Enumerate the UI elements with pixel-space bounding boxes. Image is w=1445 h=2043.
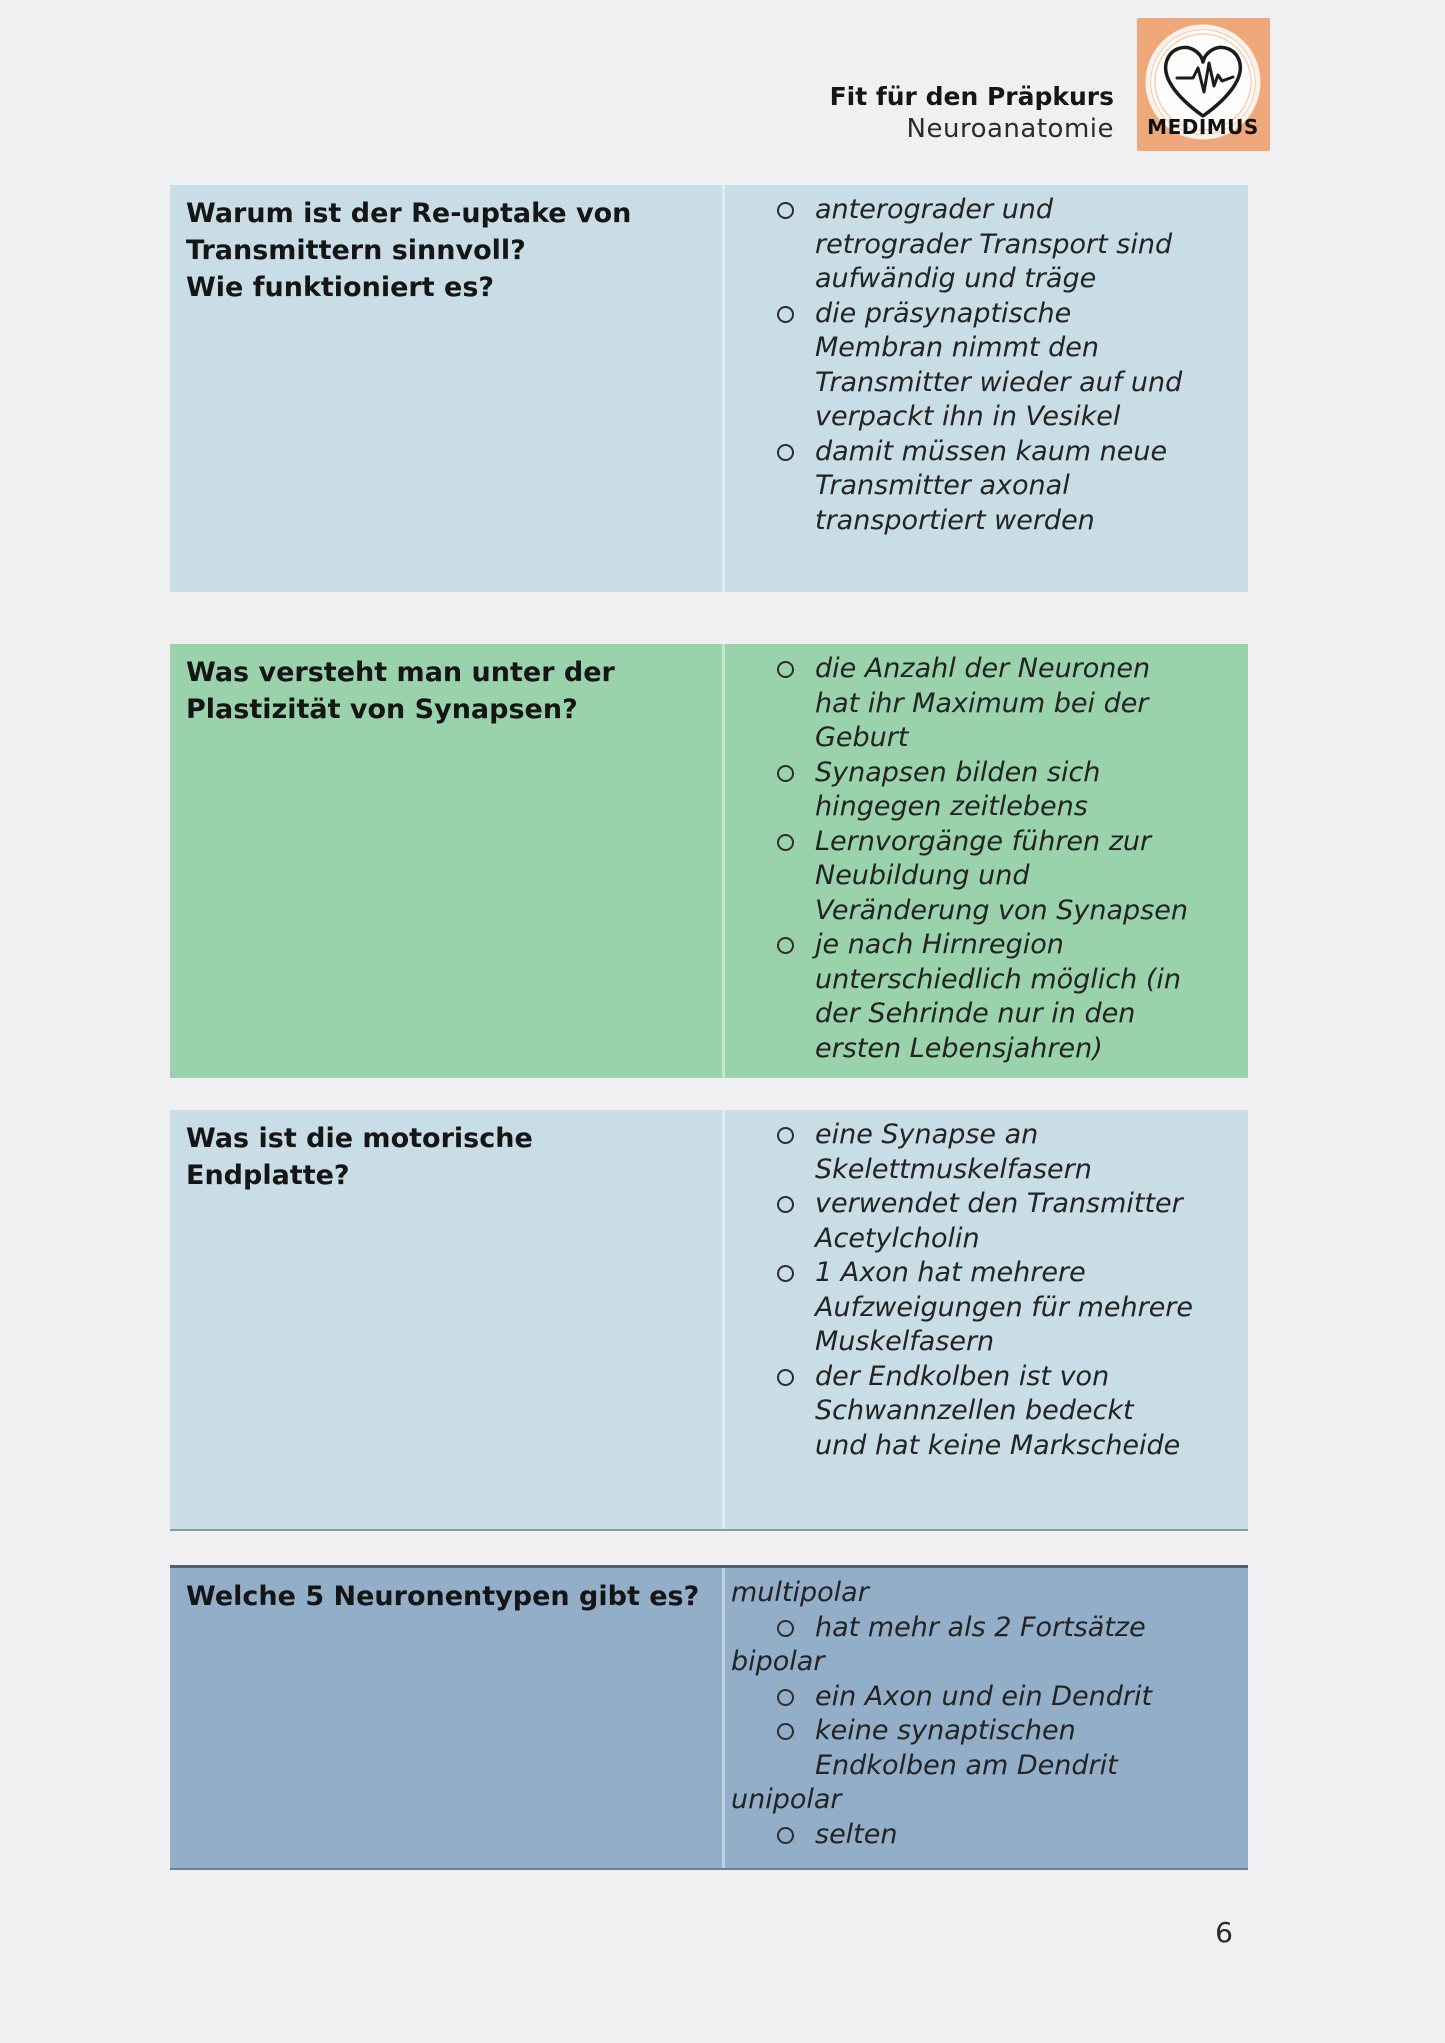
answer-text: die präsynaptische Membran nimmt den Transmitter wieder auf und verpackt ihn in Vesikel: [815, 297, 1183, 432]
answer-item: [725, 652, 1240, 756]
header-text-block: [830, 80, 1114, 146]
answer-group-label: unipolar: [731, 1784, 842, 1815]
answer-text: eine Synapse an Skelettmuskelfasern: [815, 1119, 1092, 1185]
qa-table: [170, 185, 1248, 1870]
circle-bullet-icon: [777, 202, 794, 219]
qa-row: [170, 1565, 1248, 1870]
answer-text: ein Axon und ein Dendrit: [815, 1680, 1153, 1712]
qa-row: [170, 185, 1248, 592]
circle-bullet-icon: [777, 1127, 794, 1144]
answer-cell: [722, 644, 1248, 1078]
circle-bullet-icon: [777, 306, 794, 323]
answer-group-label: multipolar: [731, 1577, 869, 1608]
logo-text: MEDIMUS: [1147, 115, 1259, 139]
page-header: [830, 18, 1270, 151]
answer-cell: [722, 1568, 1248, 1868]
answer-item: [725, 1360, 1240, 1464]
circle-bullet-icon: [777, 1265, 794, 1282]
answer-item: [725, 1256, 1240, 1360]
answer-item: [725, 1818, 1240, 1853]
question-cell: [170, 644, 722, 1078]
circle-bullet-icon: [777, 444, 794, 461]
answer-item: [725, 1611, 1240, 1646]
answer-text: die Anzahl der Neuronen hat ihr Maximum bei der Geburt: [815, 653, 1151, 753]
answer-text: damit müssen kaum neue Transmitter axonal transportiert werden: [815, 435, 1168, 536]
circle-bullet-icon: [777, 834, 794, 851]
answer-text: keine synaptischen Endkolben am Dendrit: [815, 1715, 1118, 1781]
answer-group-label: bipolar: [731, 1646, 825, 1677]
page-number: 6: [1215, 1916, 1233, 1949]
answer-item: [725, 928, 1240, 1066]
qa-row: [170, 644, 1248, 1078]
circle-bullet-icon: [777, 937, 794, 954]
answer-cell: [722, 185, 1248, 592]
answer-item: [725, 756, 1240, 825]
answer-item: [725, 1680, 1240, 1715]
answer-item: [725, 1187, 1240, 1256]
circle-bullet-icon: [777, 1827, 794, 1844]
medimus-logo: [1137, 18, 1270, 151]
answer-item: [725, 193, 1240, 297]
question-cell: [170, 185, 722, 592]
circle-bullet-icon: [777, 765, 794, 782]
qa-row: [170, 1110, 1248, 1531]
answer-item: [725, 435, 1240, 539]
page-title: Fit für den Präpkurs: [829, 82, 1114, 111]
circle-bullet-icon: [777, 1196, 794, 1213]
page-subtitle: Neuroanatomie: [906, 114, 1114, 144]
answer-item: [725, 297, 1240, 435]
circle-bullet-icon: [777, 1723, 794, 1740]
question-cell: [170, 1110, 722, 1529]
circle-bullet-icon: [777, 1689, 794, 1706]
answer-text: Lernvorgänge führen zur Neubildung und Veränderung von Synapsen: [815, 825, 1188, 926]
circle-bullet-icon: [777, 661, 794, 678]
answer-text: je nach Hirnregion unterschiedlich möglich (in der Sehrinde nur in den ersten Lebensjahren): [815, 929, 1181, 1064]
question-text: Welche 5 Neuronentypen gibt es?: [186, 1581, 700, 1612]
answer-item: [725, 1118, 1240, 1187]
answer-text: hat mehr als 2 Fortsätze: [815, 1611, 1146, 1643]
circle-bullet-icon: [777, 1620, 794, 1637]
answer-text: anterograder und retrograder Transport sind aufwändig und träge: [815, 194, 1173, 294]
question-cell: [170, 1568, 722, 1868]
answer-text: Synapsen bilden sich hingegen zeitlebens: [815, 756, 1101, 822]
answer-text: selten: [815, 1818, 898, 1850]
answer-text: 1 Axon hat mehrere Aufzweigungen für mehrere Muskelfasern: [815, 1257, 1194, 1357]
question-text: Was ist die motorische Endplatte?: [186, 1123, 533, 1191]
question-text: Was versteht man unter der Plastizität von Synapsen?: [186, 657, 615, 725]
question-text: Warum ist der Re-uptake von Transmittern sinnvoll?: [186, 198, 632, 266]
answer-item: [725, 1714, 1240, 1783]
answer-text: verwendet den Transmitter Acetylcholin: [815, 1188, 1183, 1254]
circle-bullet-icon: [777, 1369, 794, 1386]
answer-text: der Endkolben ist von Schwannzellen bedeckt und hat keine Markscheide: [815, 1360, 1181, 1461]
answer-item: [725, 825, 1240, 929]
question-text: Wie funktioniert es?: [186, 272, 495, 303]
answer-cell: [722, 1110, 1248, 1529]
